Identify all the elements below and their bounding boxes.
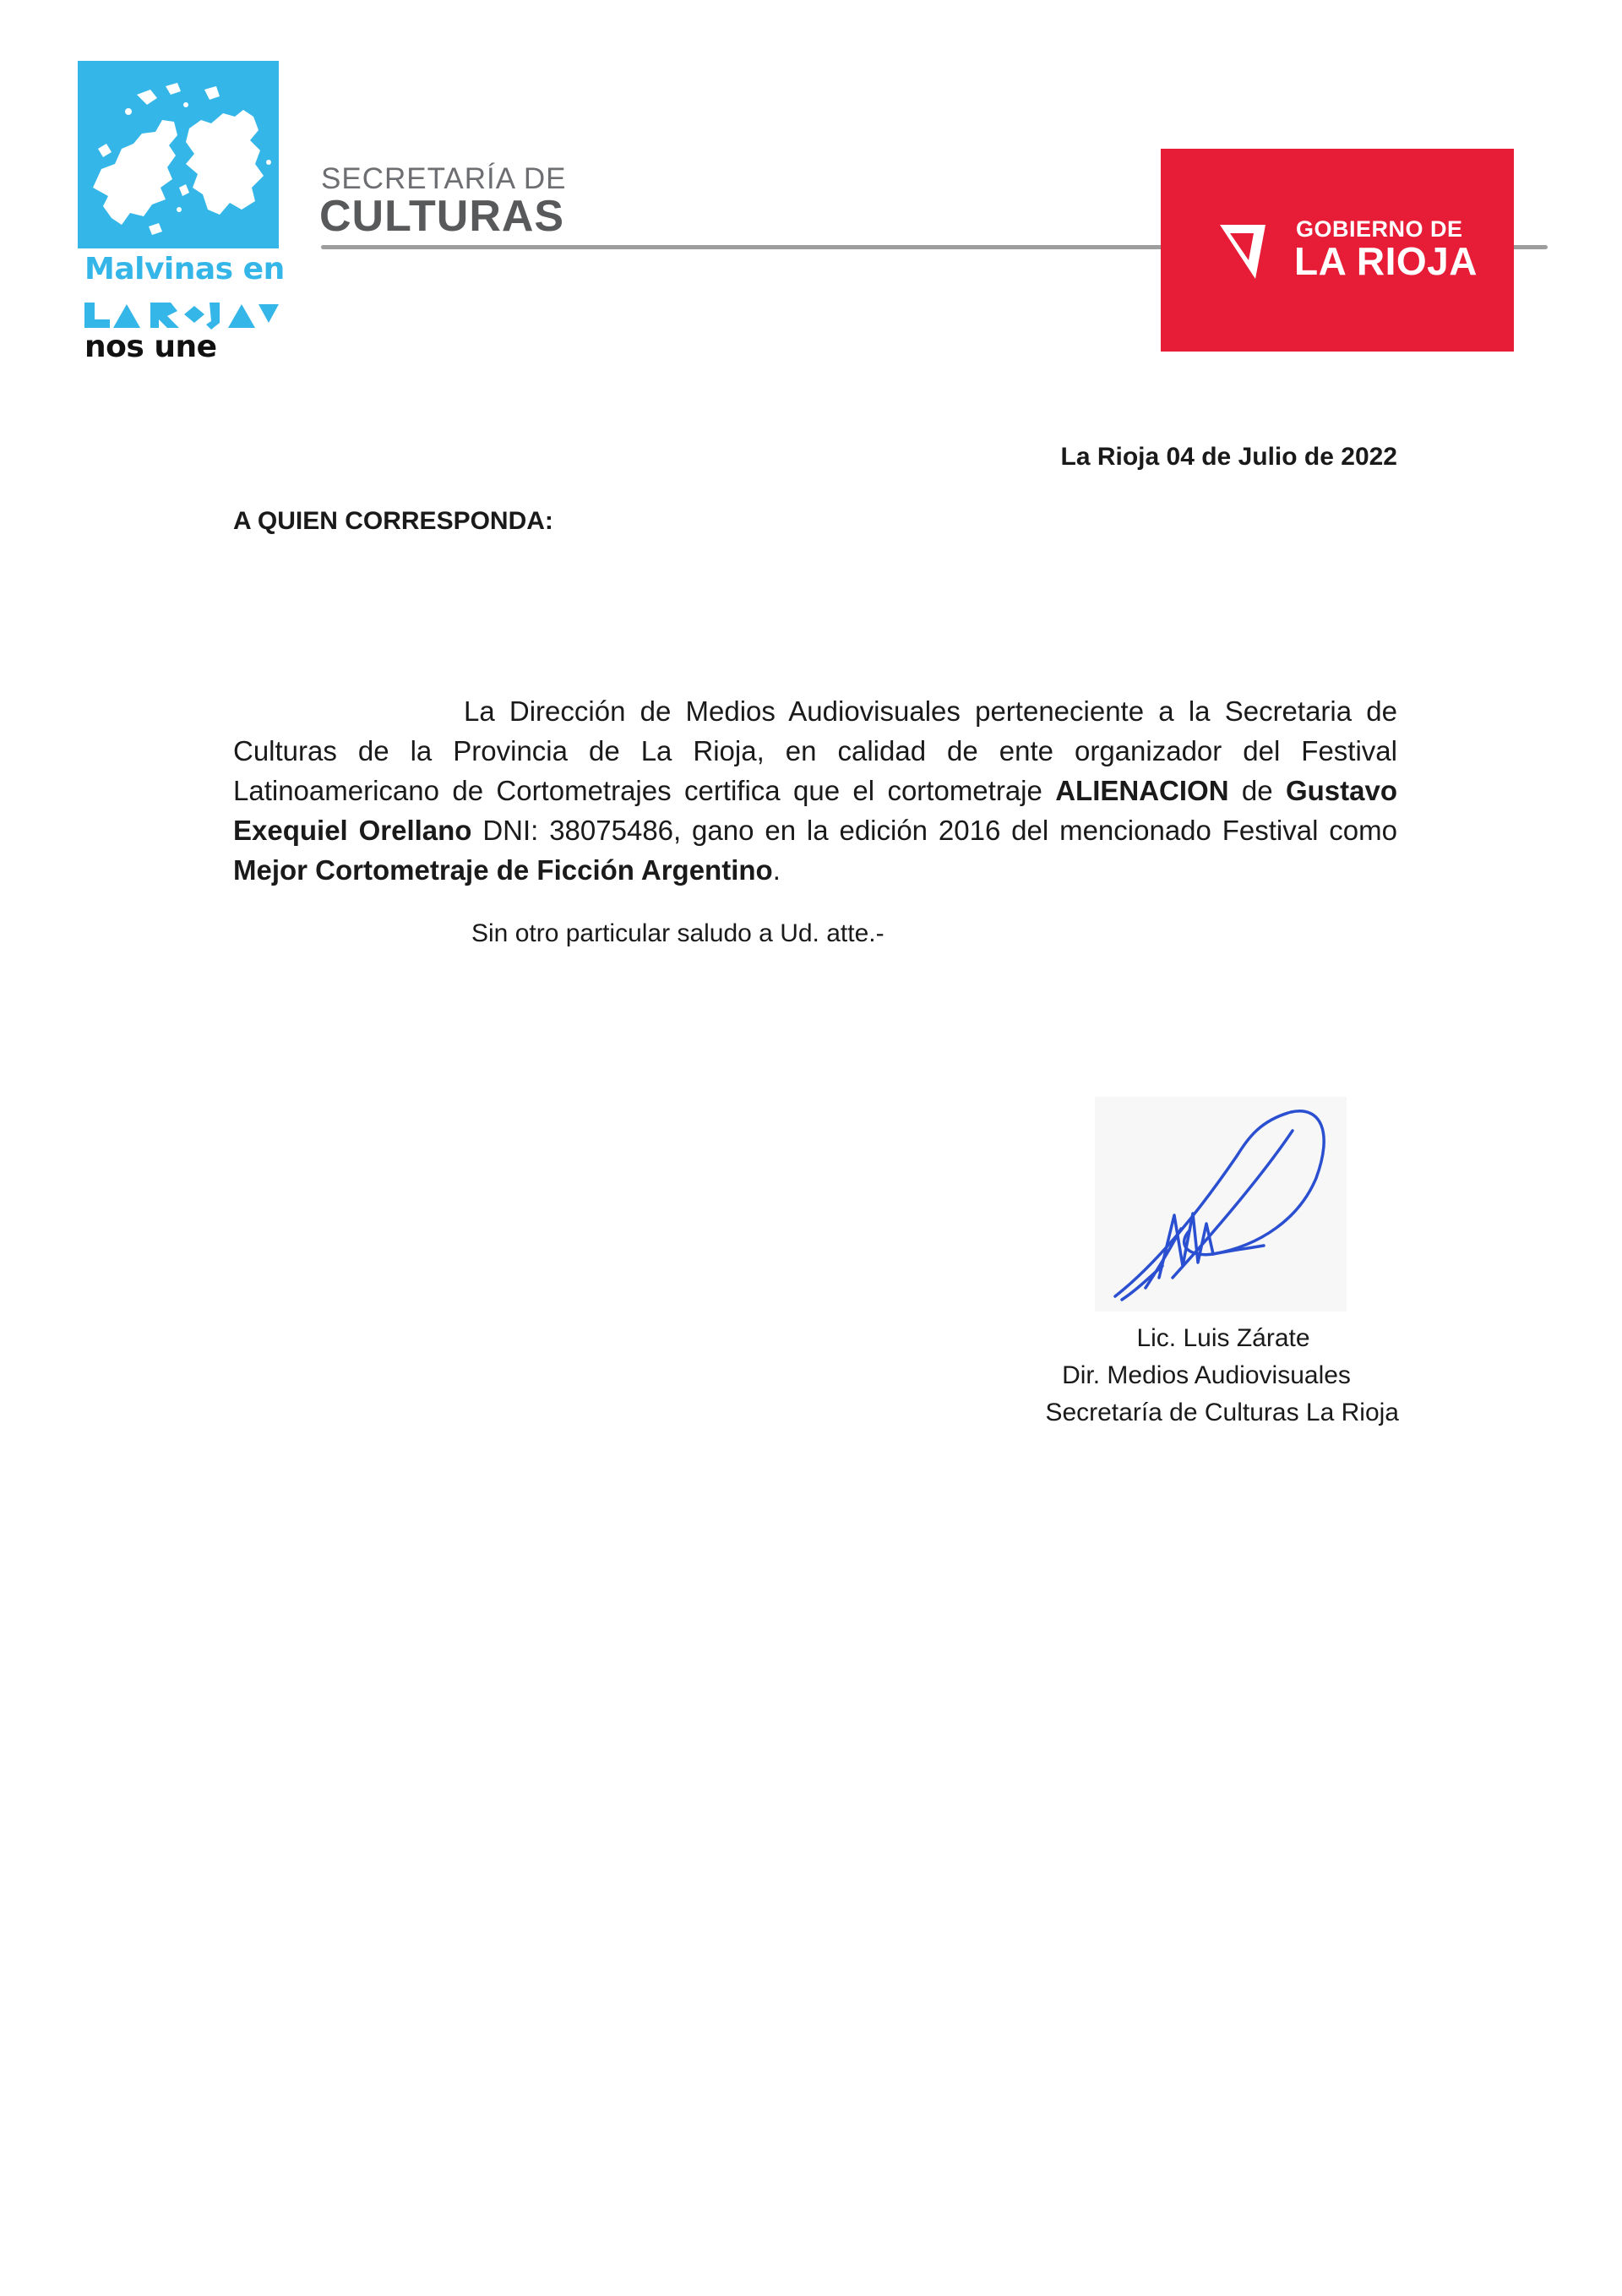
gobierno-logo-line1: GOBIERNO DE — [1296, 216, 1463, 242]
letter-body — [233, 691, 1397, 890]
body-text-4: . — [772, 854, 781, 886]
film-title: ALIENACION — [1055, 775, 1229, 806]
la-rioja-shape-icon — [1216, 218, 1284, 286]
body-text-3: DNI: 38075486, gano en la edición 2016 del mencionado Festival como — [471, 815, 1398, 846]
gobierno-la-rioja-logo — [1161, 149, 1514, 352]
signer-role: Dir. Medios Audiovisuales — [1062, 1361, 1351, 1389]
signer-name: Lic. Luis Zárate — [1136, 1324, 1310, 1352]
handwritten-signature — [1095, 1097, 1347, 1312]
director-name: Gustavo Exequiel Orellano — [233, 775, 1397, 846]
body-text-1: La Dirección de Medios Audiovisuales perteneciente a la Secretaria de Culturas de la Provincia de La Rioja, en calidad de ente organizador del Festival Latinoamericano de Cortometrajes certifica que el cortometraje — [233, 695, 1397, 806]
islands-map-icon — [78, 61, 279, 248]
signer-office: Secretaría de Culturas La Rioja — [1045, 1399, 1399, 1426]
letter-salutation: A QUIEN CORRESPONDA: — [233, 507, 553, 535]
letter-closing: Sin otro particular saludo a Ud. atte.- — [471, 919, 884, 947]
secretaria-title-top: SECRETARÍA DE — [321, 162, 567, 195]
malvinas-logo — [78, 61, 287, 364]
letter-date: La Rioja 04 de Julio de 2022 — [1060, 443, 1397, 471]
signer-block — [929, 1320, 1399, 1432]
award-name: Mejor Cortometraje de Ficción Argentino — [233, 854, 773, 886]
signature-icon — [1095, 1097, 1347, 1312]
secretaria-title-bottom: CULTURAS — [319, 192, 565, 241]
malvinas-islands-mark — [78, 61, 279, 248]
malvinas-logo-line3: nos une — [84, 330, 217, 364]
malvinas-logo-line2 — [84, 297, 279, 331]
malvinas-logo-line1: Malvinas en — [84, 252, 285, 286]
body-text-2: de — [1228, 775, 1286, 806]
gobierno-logo-line2: LA RIOJA — [1294, 239, 1478, 283]
